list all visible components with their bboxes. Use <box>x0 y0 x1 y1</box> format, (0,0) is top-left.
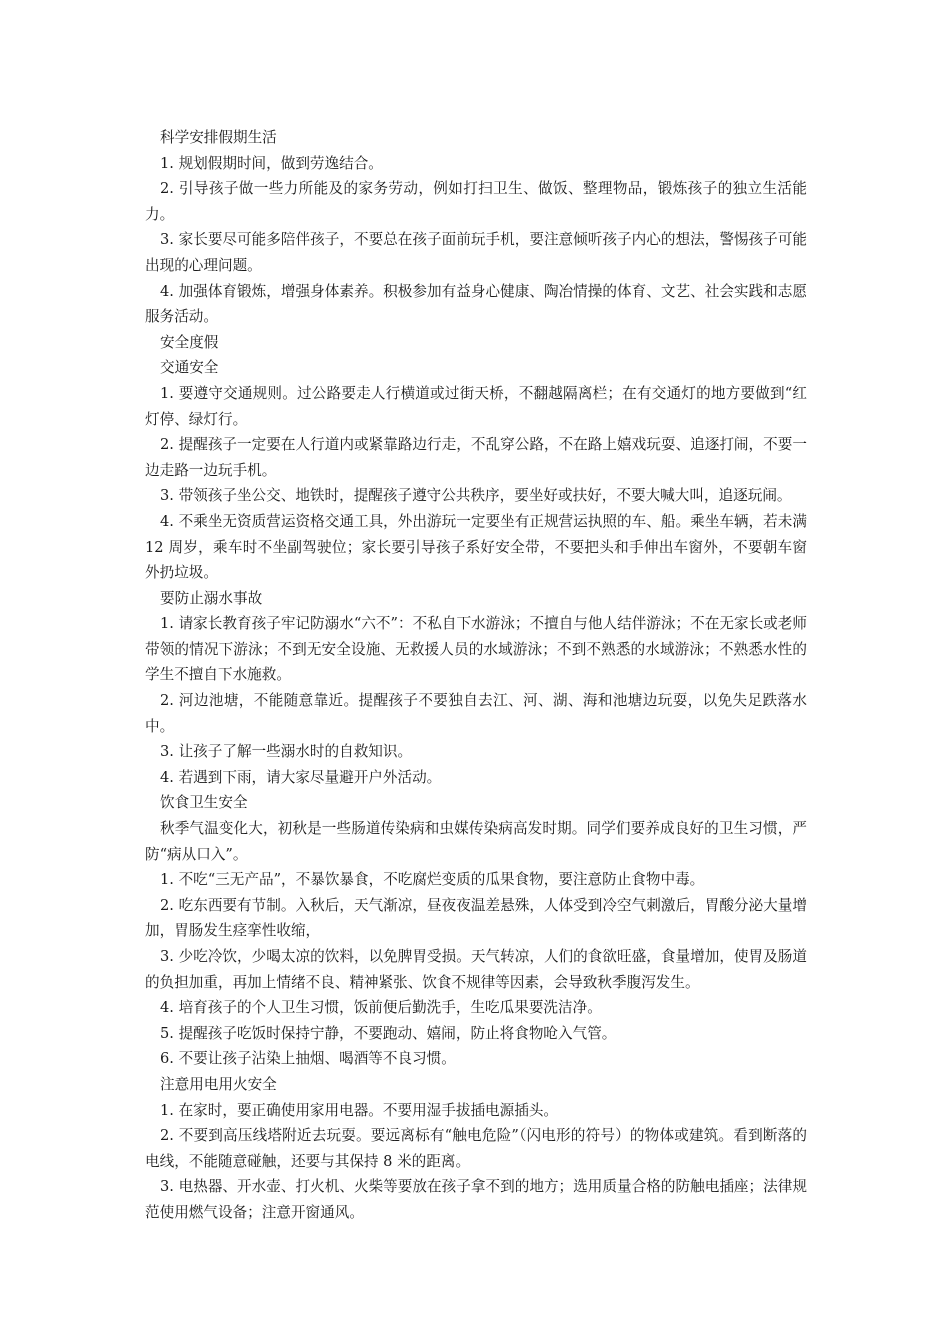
paragraph: 3. 家长要尽可能多陪伴孩子，不要总在孩子面前玩手机，要注意倾听孩子内心的想法，警惕孩子可能出现的心理问题。 <box>145 231 807 274</box>
section-heading-electric-fire-safety: 注意用电用火安全 <box>160 1075 277 1093</box>
document-body <box>145 125 807 1226</box>
paragraph: 4. 不乘坐无资质营运资格交通工具，外出游玩一定要坐有正规营运执照的车、船。乘坐车辆，若未满 12 周岁，乘车时不坐副驾驶位；家长要引导孩子系好安全带，不要把头和手伸出车窗外，不要朝车窗外扔垃圾。 <box>145 512 807 582</box>
section-heading-food-safety: 饮食卫生安全 <box>160 794 248 812</box>
section-heading-holiday-life: 科学安排假期生活 <box>160 129 277 146</box>
section-heading-traffic-safety: 交通安全 <box>160 359 219 377</box>
paragraph: 2. 吃东西要有节制。入秋后，天气渐凉，昼夜夜温差悬殊，人体受到冷空气刺激后，胃酸分泌大量增加，胃肠发生痉挛性收缩， <box>145 896 807 940</box>
paragraph: 2. 引导孩子做一些力所能及的家务劳动，例如打扫卫生、做饭、整理物品，锻炼孩子的独立生活能力。 <box>145 180 807 223</box>
paragraph: 1. 请家长教育孩子牢记防溺水“六不”：不私自下水游泳；不擅自与他人结伴游泳；不在无家长或老师带领的情况下游泳；不到无安全设施、无救援人员的水域游泳；不到不熟悉的水域游泳；不熟悉水性的学生不擅自下水施救。 <box>145 615 807 684</box>
paragraph: 1. 不吃“三无产品”，不暴饮暴食，不吃腐烂变质的瓜果食物，要注意防止食物中毒。 <box>160 871 705 889</box>
paragraph: 4. 培育孩子的个人卫生习惯，饭前便后勤洗手，生吃瓜果要洗洁净。 <box>160 999 602 1017</box>
paragraph: 3. 少吃冷饮，少喝太凉的饮料，以免脾胃受损。天气转凉，人们的食欲旺盛，食量增加，使胃及肠道的负担加重，再加上情绪不良、精神紧张、饮食不规律等因素，会导致秋季腹泻发生。 <box>145 948 807 991</box>
section-heading-drowning: 要防止溺水事故 <box>160 589 263 607</box>
paragraph: 4. 加强体育锻炼，增强身体素养。积极参加有益身心健康、陶冶情操的体育、文艺、社会实践和志愿服务活动。 <box>145 282 807 326</box>
paragraph: 秋季气温变化大，初秋是一些肠道传染病和虫媒传染病高发时期。同学们要养成良好的卫生习惯，严防“病从口入”。 <box>145 820 807 863</box>
paragraph: 4. 若遇到下雨，请大家尽量避开户外活动。 <box>160 768 442 786</box>
paragraph: 2. 河边池塘，不能随意靠近。提醒孩子不要独自去江、河、湖、海和池塘边玩耍，以免失足跌落水中。 <box>145 692 807 735</box>
paragraph: 2. 不要到高压线塔附近去玩耍。要远离标有“触电危险”（闪电形的符号）的物体或建筑。看到断落的电线，不能随意碰触，还要与其保持 8 米的距离。 <box>145 1127 807 1170</box>
paragraph: 6. 不要让孩子沾染上抽烟、喝酒等不良习惯。 <box>160 1050 456 1068</box>
paragraph: 5. 提醒孩子吃饭时保持宁静，不要跑动、嬉闹，防止将食物呛入气管。 <box>160 1024 617 1042</box>
paragraph: 1. 要遵守交通规则。过公路要走人行横道或过街天桥，不翻越隔离栏；在有交通灯的地方要做到“红灯停、绿灯行。 <box>145 384 807 428</box>
section-heading-safe-holiday: 安全度假 <box>160 333 219 351</box>
paragraph: 3. 带领孩子坐公交、地铁时，提醒孩子遵守公共秩序，要坐好或扶好，不要大喊大叫，追逐玩闹。 <box>160 487 792 505</box>
paragraph: 2. 提醒孩子一定要在人行道内或紧靠路边行走，不乱穿公路，不在路上嬉戏玩耍、追逐打闹，不要一边走路一边玩手机。 <box>145 436 807 479</box>
paragraph: 1. 规划假期时间，做到劳逸结合。 <box>160 154 383 172</box>
paragraph: 1. 在家时，要正确使用家用电器。不要用湿手拔插电源插头。 <box>160 1101 559 1119</box>
paragraph: 3. 让孩子了解一些溺水时的自救知识。 <box>160 743 413 761</box>
paragraph: 3. 电热器、开水壶、打火机、火柴等要放在孩子拿不到的地方；选用质量合格的防触电插座；法律规范使用燃气设备；注意开窗通风。 <box>145 1178 807 1221</box>
